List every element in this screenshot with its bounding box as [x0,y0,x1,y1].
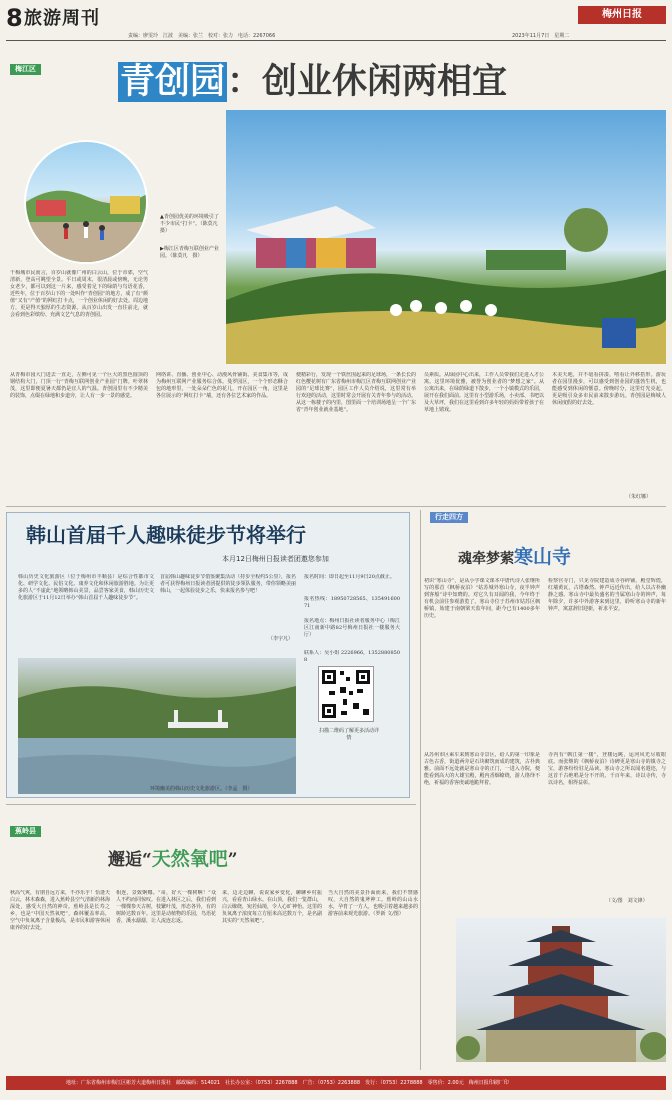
caption-left: ▲青创园优美的环境吸引了不少市民“打卡”。（陈莫凡 摄） [160,214,223,234]
hanshan-photo-scene [18,658,296,794]
editor-info: 责编：廖雯玲 江波 美编：张兰 校对：张力 电话：2267066 [128,33,276,39]
article1-col5: 木美天地，并不毫看拼凑，嘻看让外移搭形。游玩者在园里漫步，可以感受到创业园的蓬勃生机，也能感受到休闲的惬意。傍晚时分，这里灯光亮起，更是吸引众多市民前来散步游玩。青创园是梅城人休闲度假的好去处。 [552,372,666,406]
article1-col4: 员素质。从绿园中心出来，工作人员带我们走进入才公寓。这里环境优雅，被誉为创业者的“梦想之家”。从公寓出来，在绿荫绿道下散步，一个小镇模式的乐园，展开在我们面前。这里有小型游乐场，小卖部、书吧以及大草坪，我们在这里看到许多年轻的妈妈带着孩子在草地上嬉戏。 [424,372,544,413]
event-signup-date: 报名时间：即日起至11月9日20点截止。 [304,574,395,580]
main-photo-scene [226,110,666,364]
page-number: 8 [6,4,23,32]
event-author: （李宇凡） [268,636,294,642]
qr-caption: 扫描二维码了解更多活动详情 [318,728,379,741]
circle-photo [24,140,148,264]
article2-col2b: 寺内有“枫江第一楼”，登楼远眺，运河风光尽收眼底。而张继的《枫桥夜泊》诗碑更是寒山寺的镇寺之宝，游客纷纷驻足品读。寒山寺之所以闻名遐迩，与这首千古绝唱是分不开的。千百年来，诗以寺传，寺以诗名，相得益彰。 [548,752,666,786]
section-divider-1 [6,506,666,507]
article1-col1: 干梅城市民而言，百岁山就像广州的白云山，位于市郊，空气清新，登高可眺望全景。平日或周末，很清晨或傍晚，无论男女老少，都可以到这一片来，感受着足下的绿荫与鸟语花香，近些年，位于百岁山下的一处叫作“青创园”的地方，成了有“颜值”又有“产值”的网红打卡点，一个创业休闲的好去处。周边地方，更是得天独厚的生态资源。从百岁山出发一直往前走，就会看到色彩缤纷、充满文艺气息的青创园。 [10,270,148,318]
article1-col2: 网络讲、直播、创业中心、动漫风骨铺街、美食集市等，成为梅州互联网产业服务综合体。曼罗园区，一个个形态酥合包的地形里，一处朵朵伫色的花儿，开在园区一角，这里是各位展示的“网红打卡”墙，还有各位艺术家的作品。 [156,372,288,399]
article3-col1: 秋高气爽，有朋自远方来，不亦乐乎！恰逢天白云，林木森森，进入蕉岭县空气清新的林海深处，感受大自然的神奇。蕉岭县是长寿之乡，也是“中国天然氧吧”，森林覆盖率高，空气中负氧离子含量极高，是市民和游客休闲康养的好去处。 [10,890,110,931]
event-intro: 韩山历史文化旅游区（位于梅州市丰顺县）是综合性都市文化、研学文化、民俗文化、康养文化和休闲旅游胜地。为让更多的人“不虚此”地领略韩山美景，品尝客家美食，韩山历史文化旅游区于11月12日举办“韩山首届千人趣味徒步节”。 [18,574,154,601]
article3-title-pre: 邂逅“ [108,850,152,870]
qr-code-icon [319,667,373,721]
article2-title-highlight: 寒山寺 [514,546,572,568]
section-tag-meijiang: 梅江区 [10,64,41,75]
section-name: 旅游周刊 [24,8,100,29]
article3-title-highlight: 天然氧吧 [151,848,228,870]
qr-code[interactable] [318,666,374,722]
article1-title-rest: ：创业休闲两相宜 [227,62,508,102]
article3-title [108,848,238,871]
vertical-divider [420,510,421,1070]
article1-title-highlight: 青创园 [120,62,226,102]
article1-col1b: 从青梅市园大门进去一直走，左侧可见一个巨大的黑色圆顶的钢结构大门，门顶一行“青梅互联网创业产业园”门牌。叶翠林茂，这里即便夏暑天都仍是宜人的气温。青创园里有不少精美的装饰，点缀在绿地和步道旁，让人有一步一景的感觉。 [10,372,148,399]
article1-col3: 便精彩行，发现一个铁丝围起来的足球场，一条长长的红色樱花树有广东省梅州市梅江区青梅互联网创业产业园的“足球比赛”，园区工作人员介绍说，这里常有举行欢迎的活动，这里时常会开展有关青年参与的活动。从这一栋楼子的内里，图里面一个培训场地呈一个广东省“青年创业就业基地”。 [296,372,416,413]
hanshan-photo-caption: 环境幽美的韩山历史文化旅游区。（李孟 摄） [150,786,253,792]
article3-col2: 相连，景致婀娜。“哥，好大一棵树啊！”众人不约而同惊叹。在进入林区之后，我们看到一棵棵参天古树，枝繁叶茂，形态各异，有的树龄达数百年。这里是动植物的乐园，鸟语花香，溪水潺潺，让人流连忘返。 [116,890,216,924]
circle-photo-scene [26,142,148,264]
caption-left2: ▶梅江区青梅互联创业产业园。（陈莫凡 摄） [160,246,219,259]
pagoda-photo [456,918,666,1062]
article3-col4: 当大自然的美景扑面而来，我们不禁感叹，大自然的鬼斧神工。蕉岭的山山水水，孕育了一方人，也吸引着越来越多的游客前来观光旅游。（罗新 文/图） [328,890,418,917]
article1-title [118,62,507,102]
issue-date: 2023年11月7日 星期二 [512,33,570,39]
article2-title [458,548,571,568]
article3-title-post: ” [227,850,238,870]
article2-col1: 初识“寒山寺”，是从小学课文课本中唐代诗人张继所写的那首《枫桥夜泊》“姑苏城外寒山寺，夜半钟声到客船”诗中知晓的。对它久有耳闻的我，今年终于有机会前往参观游览了。寒山寺位于苏州市姑苏区枫桥镇，始建于南朝梁天监年间，距今已有1400多年历史。 [424,578,540,619]
event-intro2: 首届韩山趣味徒步节借鉴聚集活动（持步全程约5公里），报名者可获得梅州日报读者团提供的徒步领队服务，带你领略美丽韩山，一起体验徒步之乐，快来报名参与吧！ [160,574,296,594]
section-divider-2 [6,804,416,805]
article3-col3: 来，边走边聊，说说家乡变化，聊聊乡村振兴，看看青山绿水。在山顶，我们一览群山，白云缭绕，宛若仙境，令人心旷神怡。这里的负氧离子浓度每立方厘米高达数万个，是名副其实的“天然氧吧”。 [222,890,322,924]
header-divider [6,40,666,41]
footer-bar: 地址：广东省梅州市梅江区彬芳大道梅州日报社 邮政编码：514021 社长办公室：（0753）2267888 广告：（0753）2263888 发行：（0753）2278888 零售价：2.00元 梅州日报印刷厂印 [6,1076,666,1090]
newspaper-logo: 梅州日报 [578,6,666,24]
article1-author: （朱红娜） [626,494,652,500]
event-subtitle: 本月12日梅州日报读者团邀您参加 [222,555,329,563]
event-signup-phone: 报名热线：18950728565、13549160071 [304,596,400,609]
section-tag-jiaoling: 蕉岭县 [10,826,41,837]
article2-col2: 检察官寺门，只见寺院建造成寺谷碎铺，殿堂辉煌，红墙黄瓦，古塔森然。钟声远近传出，给人以古朴幽静之感。寒山寺中最负盛名的当属寒山寺的钟声，每年除夕，许多中外游客来到这里，聆听寒山寺的新年钟声，寓意辞旧迎新，祈求平安。 [548,578,666,612]
article2-col1b: 从苏州市区乘车来到寒山寺景区，给人的第一印象是古色古香，街道两旁是石块砌筑而成的建筑，古朴典雅。前面不远处就是寒山寺的正门，一进入寺院，便能看到高大的大雄宝殿，殿内香烟缭绕，游人络绎不绝，祈福的香客虔诚地跪拜着。 [424,752,540,786]
hanshan-photo [18,658,296,794]
event-contact: 联系人：吴小姐 2226966，13528808508 [304,650,400,663]
article2-title-pre: 魂牵梦萦 [458,551,514,567]
article2-author: （文/图 刘文锋） [606,898,648,904]
event-signup-address: 报名地点：梅州日报社读者服务中心（梅江区江南新中路82号梅州日报社一楼服务大厅） [304,618,400,638]
main-photo [226,110,666,364]
event-title: 韩山首届千人趣味徒步节将举行 [26,523,306,547]
section-tag-travel: 行走四方 [430,512,468,523]
pagoda-photo-scene [456,918,666,1062]
